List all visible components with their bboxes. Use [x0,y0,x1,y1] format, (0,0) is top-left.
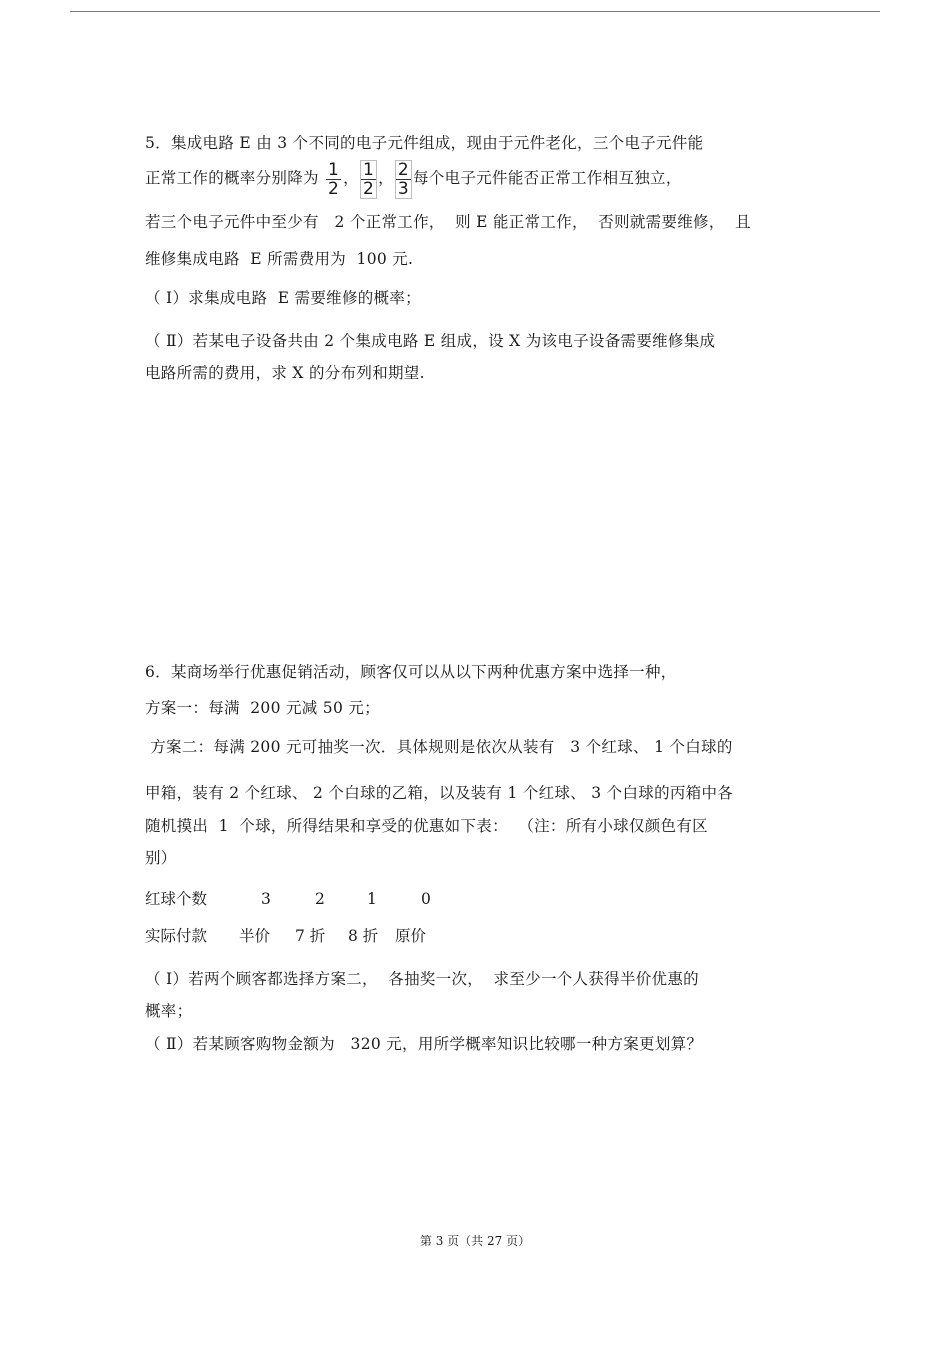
fraction-1 [326,161,341,198]
q5-line-3: 若三个电子元件中至少有 2 个正常工作， 则 E 能正常工作， 否则就需要维修， 且 [145,213,751,231]
q5-part-2-line-1: （ Ⅱ）若某电子设备共由 2 个集成电路 E 组成，设 X 为该电子设备需要维修集成 [145,332,716,350]
table-cell: 半价 [239,927,271,945]
separator: ， [343,169,359,187]
fraction-2-numerator: 1 [362,159,375,180]
fraction-3 [396,161,411,198]
q5-part-1: （ Ⅰ）求集成电路 E 需要维修的概率； [145,289,421,307]
header-rule [70,11,880,12]
q6-plan-2-line-4: 别） [145,849,177,867]
table-cell: 3 [261,890,271,908]
table-row-label: 实际付款 [145,927,208,945]
q6-line-1: 6．某商场举行优惠促销活动，顾客仅可以从以下两种优惠方案中选择一种， [145,663,677,681]
fraction-2-denominator: 2 [362,178,375,199]
page-footer: 第 3 页（共 27 页） [419,1234,531,1248]
separator: ， [378,169,394,187]
fraction-2 [361,161,376,198]
q6-part-1-line-1: （ Ⅰ）若两个顾客都选择方案二， 各抽奖一次， 求至少一个人获得半价优惠的 [145,970,699,988]
q6-plan-2-line-3: 随机摸出 1 个球，所得结果和享受的优惠如下表： （注：所有小球仅颜色有区 [145,817,708,835]
q5-line-2-prefix: 正常工作的概率分别降为 [145,169,319,187]
table-cell: 原价 [395,927,427,945]
fraction-1-numerator: 1 [328,159,340,180]
q5-line-2 [145,158,682,198]
fraction-3-numerator: 2 [397,159,410,180]
table-cell: 0 [421,890,431,908]
table-row-label: 红球个数 [145,890,208,908]
q6-plan-2-line-1: 方案二：每满 200 元可抽奖一次．具体规则是依次从装有 3 个红球、 1 个白球的 [145,738,733,756]
q6-plan-1: 方案一：每满 200 元减 50 元； [145,699,380,717]
table-cell: 8 折 [348,927,379,945]
fraction-3-denominator: 3 [397,178,410,199]
q6-plan-2-line-2: 甲箱，装有 2 个红球、 2 个白球的乙箱，以及装有 1 个红球、 3 个白球的丙箱中各 [145,784,734,802]
q6-part-1-line-2: 概率； [145,1002,193,1020]
fraction-1-denominator: 2 [328,178,340,199]
table-cell: 1 [367,890,377,908]
q5-line-1: 5．集成电路 E 由 3 个不同的电子元件组成，现由于元件老化，三个电子元件能 [145,134,704,152]
q6-part-2: （ Ⅱ）若某顾客购物金额为 320 元，用所学概率知识比较哪一种方案更划算？ [145,1035,703,1053]
q5-line-2-suffix: 每个电子元件能否正常工作相互独立， [413,169,682,187]
table-cell: 7 折 [295,927,326,945]
q5-part-2-line-2: 电路所需的费用，求 X 的分布列和期望. [145,364,425,382]
q5-line-4: 维修集成电路 E 所需费用为 100 元. [145,250,414,268]
table-cell: 2 [315,890,325,908]
